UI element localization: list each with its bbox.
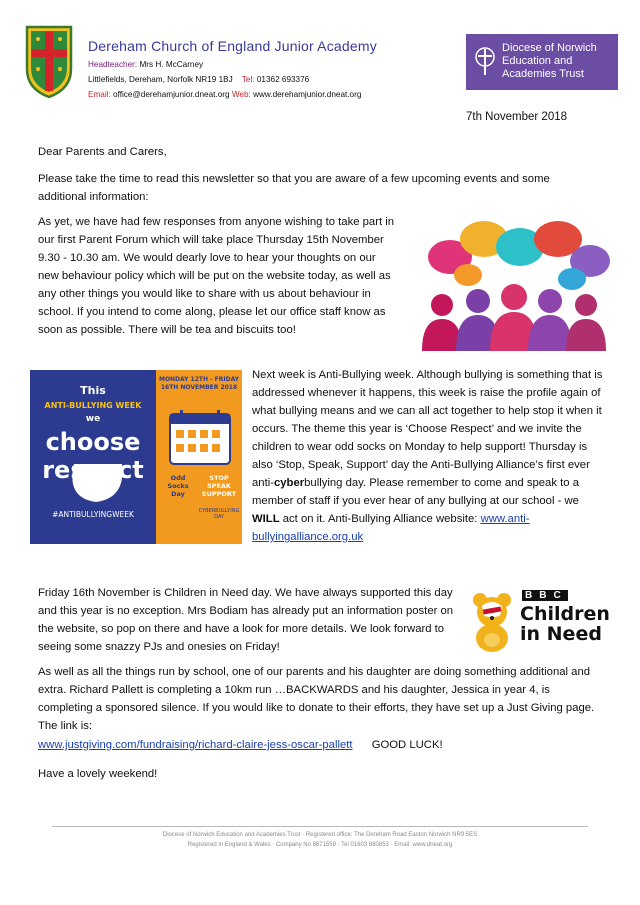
web-address[interactable]: www.derehamjunior.dneat.org bbox=[253, 90, 362, 99]
diocese-cross-icon bbox=[474, 46, 496, 78]
poster-this: This bbox=[80, 384, 106, 397]
fundraiser-paragraph: As well as all the things run by school, one of our parents and his daughter are doing something additional and extra. Richard Pallett is completing a 10km run …BACKWARDS and his daughter, Jessica in year 4, is completing a sponsored silence. If you would like to donate to their efforts, they have set up a Just Giving page. The link is: bbox=[38, 666, 595, 732]
school-name: Dereham Church of England Junior Academy bbox=[88, 38, 377, 54]
children-wordmark: Children bbox=[520, 603, 610, 625]
footer-line-2: Registered in England & Wales · Company No 8671559 · Tel 01603 880853 · Email: www.dneat.org bbox=[187, 842, 453, 848]
poster-stop-speak-support: STOP SPEAK SUPPORT bbox=[201, 474, 237, 498]
speech-bubbles-people-image bbox=[412, 217, 612, 351]
intro-paragraph: Please take the time to read this newsletter so that you are aware of a few upcoming events and some additional information: bbox=[38, 173, 550, 203]
poster-dates: MONDAY 12TH - FRIDAY 16TH NOVEMBER 2018 bbox=[158, 376, 240, 391]
children-in-need-wordmark bbox=[520, 604, 610, 644]
pudsey-bear-icon bbox=[470, 590, 514, 652]
anti-bullying-bold-will: WILL bbox=[252, 513, 280, 525]
anti-bullying-alliance-link[interactable]: www.anti-bullyingalliance.org.uk bbox=[252, 513, 530, 543]
school-crest-logo bbox=[25, 25, 73, 99]
fundraiser-link-line bbox=[38, 736, 443, 754]
diocese-logo bbox=[466, 34, 618, 90]
tel-label: Tel: bbox=[241, 75, 255, 84]
poster-choose: choose bbox=[45, 428, 141, 456]
good-luck-text: GOOD LUCK! bbox=[371, 739, 443, 751]
anti-bullying-week-poster bbox=[30, 370, 242, 544]
children-in-need-logo bbox=[470, 590, 630, 652]
anti-bullying-paragraph bbox=[252, 366, 604, 546]
in-need-wordmark: in Need bbox=[520, 623, 602, 645]
footer-divider bbox=[52, 826, 588, 827]
email-label: Email: bbox=[88, 90, 111, 99]
salutation: Dear Parents and Carers, bbox=[38, 146, 167, 158]
anti-bullying-text-2: bullying day. Please remember to come and speak to a member of staff if you ever hear of any bullying at our school - we bbox=[252, 477, 579, 507]
bbc-wordmark: BBC bbox=[522, 590, 568, 601]
contact-line bbox=[88, 90, 361, 99]
parent-forum-paragraph: As yet, we have had few responses from anyone wishing to take part in our first Parent Forum which will take place Thursday 15th November 9.30 - 10.30 am. We would dearly love to hear your thoughts on our new behaviour policy which will be put on the website today, as well as any other things you would like to share with us about behaviour in school. If you intend to come along, please let our office staff know as soon as possible. There will be tea and biscuits too! bbox=[38, 216, 395, 336]
web-label: Web: bbox=[231, 90, 251, 99]
headteacher-line bbox=[88, 60, 203, 69]
anti-bullying-text-1: Next week is Anti-Bullying week. Although bullying is something that is addressed whenever it happens, this week is raise the profile again of what bullying means and we can all act together to help stop it when it occurs. The theme this year is ‘Choose Respect’ and we invite the children to wear odd socks on Monday to help support! Thursday is also ‘Stop, Speak, Support’ day the Anti-Bullying Alliance’s first ever anti- bbox=[252, 369, 603, 489]
diocese-logo-line-1: Diocese of Norwich bbox=[502, 42, 597, 54]
diocese-logo-line-3: Academies Trust bbox=[502, 68, 584, 80]
poster-odd-socks: Odd Socks Day bbox=[167, 474, 189, 498]
headteacher-label: Headteacher: bbox=[88, 60, 138, 69]
tel-number: 01362 693376 bbox=[256, 75, 310, 84]
headteacher-name: Mrs H. McCarney bbox=[139, 60, 204, 69]
footer-line-1: Diocese of Norwich Education and Academies Trust · Registered office: The Dereham Road Easton Norwich NR9 5ES bbox=[162, 832, 478, 838]
children-in-need-paragraph: Friday 16th November is Children in Need day. We have always supported this day and this year is no exception. Mrs Bodiam has already put an information poster on the website, so pop on there and have a look for more details. We look forward to seeing some snazzy PJs and onesies on Friday! bbox=[38, 587, 454, 653]
anti-bullying-text-3: act on it. Anti-Bullying Alliance website: bbox=[279, 513, 481, 525]
poster-we: we bbox=[85, 414, 101, 424]
anti-bullying-bold-cyber: cyber bbox=[273, 477, 305, 489]
school-address: Littlefields, Dereham, Norfolk NR19 1BJ bbox=[88, 75, 233, 84]
poster-hashtag: #ANTIBULLYINGWEEK bbox=[52, 510, 134, 519]
letter-date: 7th November 2018 bbox=[466, 111, 568, 123]
justgiving-link[interactable]: www.justgiving.com/fundraising/richard-claire-jess-oscar-pallett bbox=[38, 739, 353, 751]
poster-cyberbullying-day: CYBERBULLYING DAY bbox=[198, 508, 240, 520]
bbc-blocks bbox=[522, 590, 568, 601]
diocese-logo-line-2: Education and bbox=[502, 55, 573, 67]
poster-anti-bullying-week: ANTI-BULLYING WEEK bbox=[44, 401, 142, 410]
email-address[interactable]: office@derehamjunior.dneat.org bbox=[113, 90, 230, 99]
address-line bbox=[88, 75, 309, 84]
poster-respect: respect bbox=[42, 456, 144, 484]
signoff: Have a lovely weekend! bbox=[38, 768, 158, 780]
